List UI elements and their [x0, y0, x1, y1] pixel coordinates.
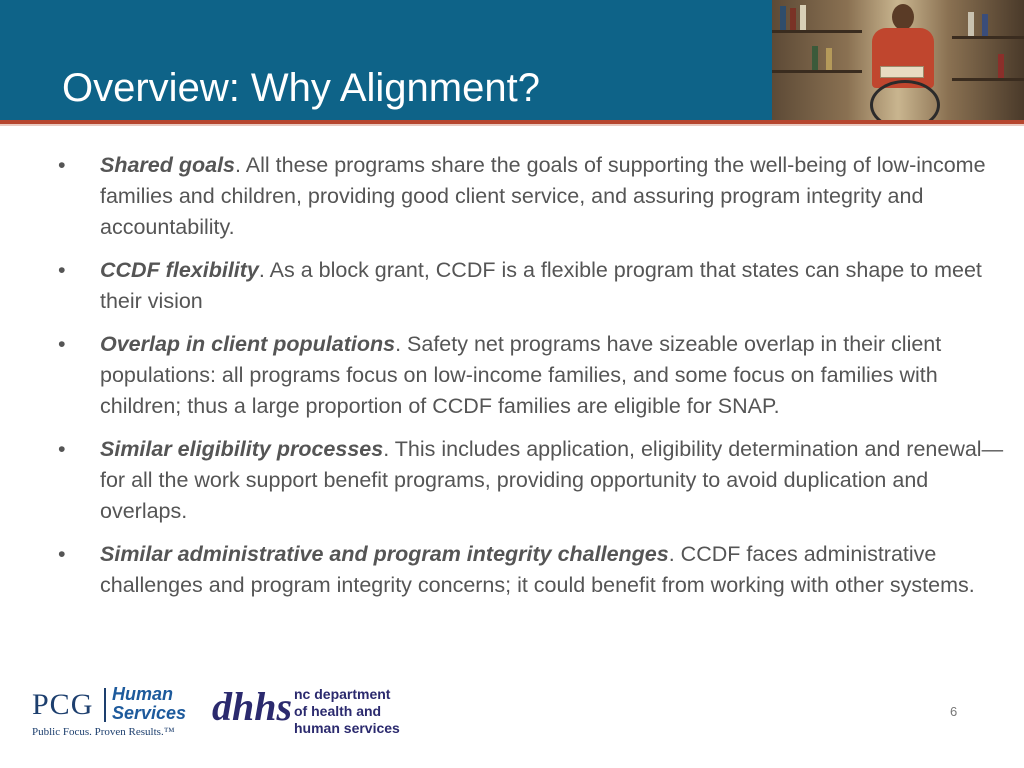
bullet-item — [58, 255, 1008, 317]
pcg-division-line2: Services — [112, 703, 187, 723]
slide-header — [0, 0, 1024, 120]
nc-dhhs-logo — [212, 678, 412, 740]
book — [998, 54, 1004, 78]
bullet-item — [58, 329, 1008, 422]
header-photo — [772, 0, 1024, 120]
book — [812, 46, 818, 70]
bullet-term: Similar eligibility processes — [100, 437, 384, 461]
book — [968, 12, 974, 36]
reader-head — [892, 4, 914, 30]
bullet-term: CCDF flexibility — [100, 258, 259, 282]
bullet-item — [58, 150, 1008, 243]
bullet-text: . All these programs share the goals of supporting the well-being of low-income families and children, providing good client service, and assuring program integrity and accountability. — [100, 153, 986, 239]
bookshelf — [772, 70, 862, 73]
bullet-item — [58, 434, 1008, 527]
pcg-division-line1: Human — [112, 684, 174, 704]
slide-title: Overview: Why Alignment? — [62, 66, 540, 110]
dhhs-line3: human services — [294, 720, 400, 736]
bullet-marker: • — [58, 153, 66, 177]
bullet-text: . This includes application, eligibility determination and renewal—for all the work support benefit programs, providing opportunity to avoid duplication and overlaps. — [100, 437, 1004, 523]
bullet-term: Shared goals — [100, 153, 236, 177]
page-number: 6 — [950, 704, 958, 719]
header-accent-rule-light — [0, 124, 1024, 126]
dhhs-line1: nc department — [294, 686, 391, 702]
bullet-item — [58, 539, 1008, 601]
bullet-term: Similar administrative and program integrity challenges — [100, 542, 669, 566]
book — [826, 48, 832, 70]
pcg-divider — [104, 688, 106, 722]
reader-books — [880, 66, 924, 78]
bullet-text: . CCDF faces administrative challenges and program integrity concerns; it could benefit from working with other systems. — [100, 542, 975, 597]
book — [780, 6, 786, 30]
bookshelf — [952, 78, 1024, 81]
reader-body — [872, 28, 934, 88]
bullet-marker: • — [58, 437, 66, 461]
book — [800, 5, 806, 30]
bookshelf — [952, 36, 1024, 39]
bookshelf — [772, 30, 862, 33]
bullet-marker: • — [58, 542, 66, 566]
bullet-marker: • — [58, 332, 66, 356]
pcg-wordmark: PCG — [32, 688, 94, 721]
bullet-text: . Safety net programs have sizeable overlap in their client populations: all programs focus on low-income families, and some focus on families with children; thus a large proportion of CCDF families are eligible for SNAP. — [100, 332, 942, 418]
dhhs-mark-icon: dhhs — [212, 684, 293, 729]
bullet-text: . As a block grant, CCDF is a flexible program that states can shape to meet their vision — [100, 258, 982, 313]
bullet-term: Overlap in client populations — [100, 332, 396, 356]
book — [790, 8, 796, 30]
book — [982, 14, 988, 36]
bullet-marker: • — [58, 258, 66, 282]
pcg-logo — [32, 684, 202, 744]
pcg-tagline: Public Focus. Proven Results.™ — [32, 726, 175, 738]
dhhs-line2: of health and — [294, 703, 382, 719]
bullet-list — [58, 150, 1008, 613]
